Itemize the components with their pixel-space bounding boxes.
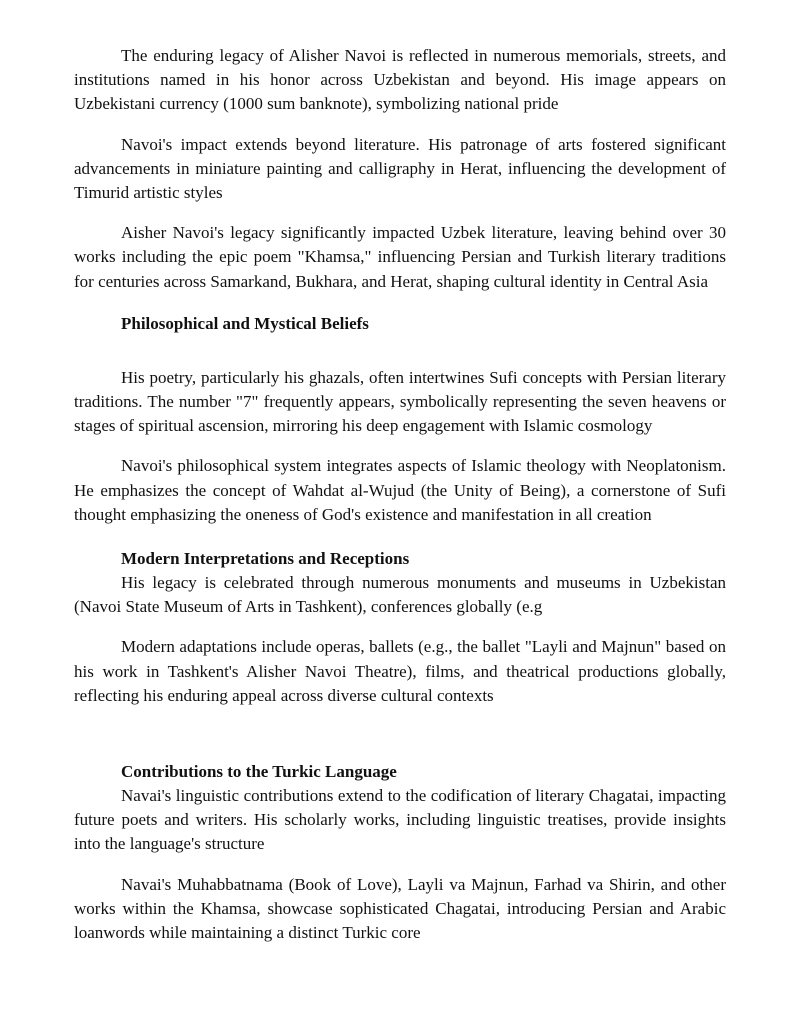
heading-philosophical-beliefs: Philosophical and Mystical Beliefs (121, 313, 369, 333)
paragraph-legacy-memorials: The enduring legacy of Alisher Navoi is reflected in numerous memorials, streets, and institutions named in his honor across Uzbekistan and beyond. His image appears on Uzbekistani currency (1000 sum banknote), symbolizing national pride (74, 46, 726, 114)
document-page (74, 44, 726, 945)
paragraph-arts-patronage: Navoi's impact extends beyond literature. His patronage of arts fostered significant advancements in miniature painting and calligraphy in Herat, influencing the development of Timurid artistic styles (74, 134, 726, 203)
paragraph-literary-legacy: Aisher Navoi's legacy significantly impacted Uzbek literature, leaving behind over 30 works including the epic poem "Khamsa," influencing Persian and Turkish literary traditions for centuries across Samarkand, Bukhara, and Herat, shaping cultural identity in Central Asia (74, 223, 726, 291)
paragraph-philosophical-system: Navoi's philosophical system integrates aspects of Islamic theology with Neoplatonism. He emphasizes the concept of Wahdat al-Wujud (the Unity of Being), a cornerstone of Sufi thought emphasizing the oneness of God's existence and manifestation in all creation (74, 456, 726, 524)
heading-modern-interpretations: Modern Interpretations and Receptions (121, 549, 410, 569)
paragraph-monuments-museums: His legacy is celebrated through numerous monuments and museums in Uzbekistan (Navoi State Museum of Arts in Tashkent), conferences globally (e.g (74, 573, 726, 617)
paragraph-modern-adaptations: Modern adaptations include operas, ballets (e.g., the ballet "Layli and Majnun" based on his work in Tashkent's Alisher Navoi Theatre), films, and theatrical productions globally, reflecting his enduring appeal across diverse cultural contexts (74, 637, 726, 705)
paragraph-khamsa-works: Navai's Muhabbatnama (Book of Love), Layli va Majnun, Farhad va Shirin, and other works within the Khamsa, showcase sophisticated Chagatai, introducing Persian and Arabic loanwords while maintaining a distinct Turkic core (74, 874, 726, 943)
paragraph-linguistic-contributions: Navai's linguistic contributions extend to the codification of literary Chagatai, impacting future poets and writers. His scholarly works, including linguistic treatises, provide insights into the language's structure (74, 786, 726, 854)
heading-turkic-contributions: Contributions to the Turkic Language (121, 762, 397, 782)
paragraph-sufi-concepts: His poetry, particularly his ghazals, often intertwines Sufi concepts with Persian literary traditions. The number "7" frequently appears, symbolically representing the seven heavens or stages of spiritual ascension, mirroring his deep engagement with Islamic cosmology (74, 367, 726, 436)
